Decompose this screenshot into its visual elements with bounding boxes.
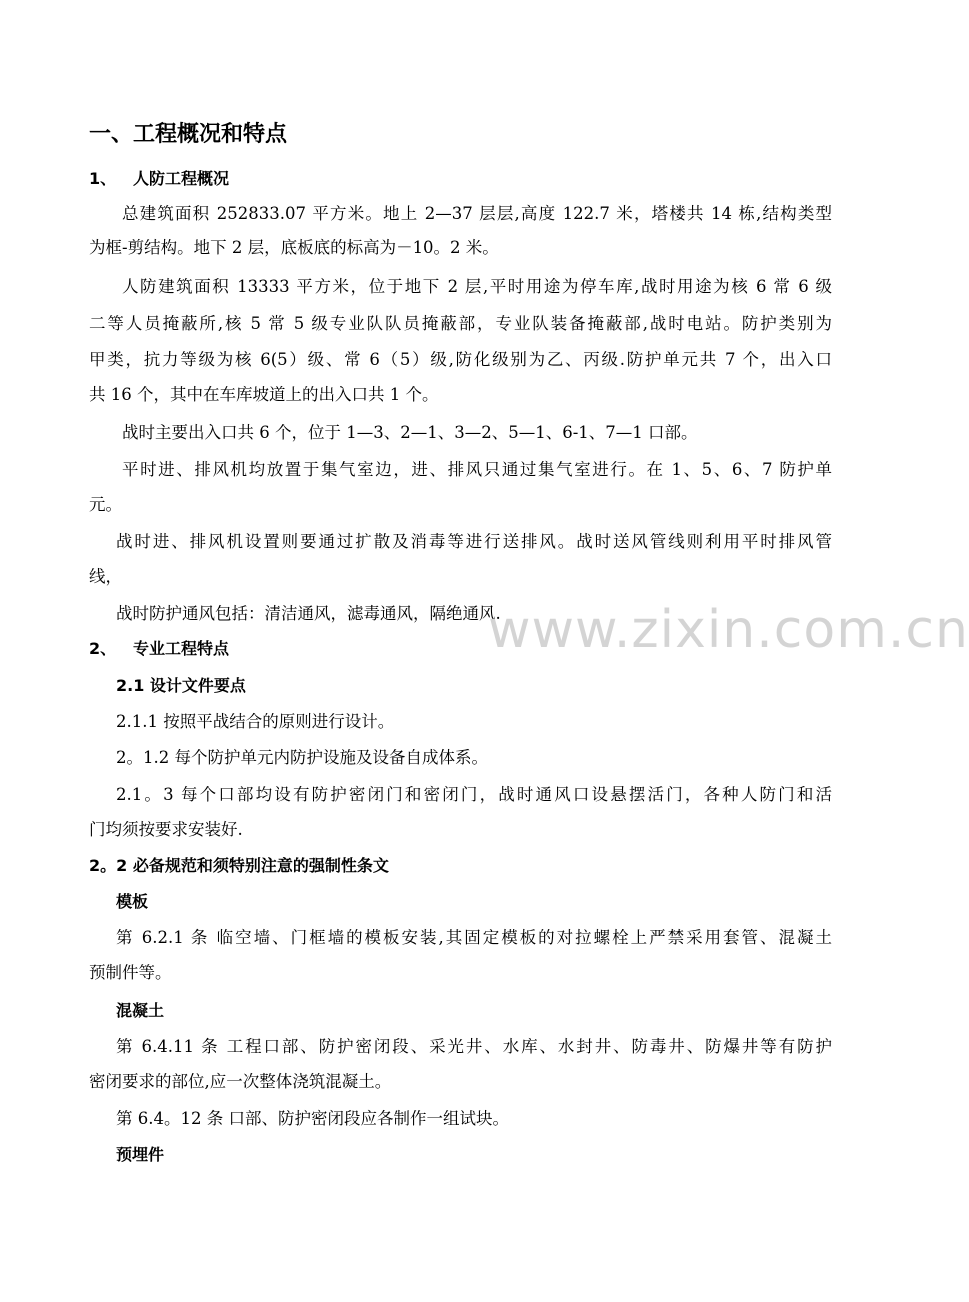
paragraph-4-line-2: 元。 (89, 495, 122, 514)
document-title: 一、工程概况和特点 (89, 122, 288, 147)
item-2-1-3-line-1: 2.1。3 每个口部均设有防护密闭门和密闭门，战时通风口设悬摆活门，各种人防门和活 (116, 785, 832, 804)
paragraph-2-line-4: 共 16 个，其中在车库坡道上的出入口共 1 个。 (89, 385, 439, 404)
concrete-heading: 混凝土 (116, 1001, 165, 1020)
item-2-1-2: 2。1.2 每个防护单元内防护设施及设备自成体系。 (116, 748, 488, 767)
formwork-heading: 模板 (116, 892, 149, 911)
paragraph-5-line-2: 线， (89, 567, 122, 586)
subsection-2-2-heading: 2。2 必备规范和须特别注意的强制性条文 (89, 856, 389, 875)
concrete-clause-2: 第 6.4。12 条 口部、防护密闭段应各制作一组试块。 (116, 1109, 509, 1128)
paragraph-3: 战时主要出入口共 6 个，位于 1—3、2—1、3—2、5—1、6-1、7—1 口部。 (122, 423, 698, 442)
paragraph-2-line-3: 甲类，抗力等级为核 6(5）级、常 6（5）级,防化级别为乙、丙级.防护单元共 7 个，出入口 (89, 350, 832, 369)
section-1-number: 1、 (89, 169, 117, 188)
paragraph-2-line-2: 二等人员掩蔽所,核 5 常 5 级专业队队员掩蔽部，专业队装备掩蔽部,战时电站。防护类别为 (89, 314, 832, 333)
section-2-title: 专业工程特点 (133, 639, 230, 658)
paragraph-2-line-1: 人防建筑面积 13333 平方米，位于地下 2 层,平时用途为停车库,战时用途为核 6 常 6 级 (122, 277, 832, 296)
section-1-heading (89, 168, 229, 190)
formwork-clause-line-1: 第 6.2.1 条 临空墙、门框墙的模板安装,其固定模板的对拉螺栓上严禁采用套管、混凝土 (116, 928, 832, 947)
paragraph-4-line-1: 平时进、排风机均放置于集气室边，进、排风只通过集气室进行。在 1、5、6、7 防护单 (122, 460, 832, 479)
paragraph-1-line-2: 为框-剪结构。地下 2 层，底板底的标高为－10。2 米。 (89, 238, 499, 257)
paragraph-5-line-1: 战时进、排风机设置则要通过扩散及消毒等进行送排风。战时送风管线则利用平时排风管 (116, 532, 832, 551)
item-2-1-1: 2.1.1 按照平战结合的原则进行设计。 (116, 712, 395, 731)
paragraph-6: 战时防护通风包括：清洁通风，滤毒通风，隔绝通风. (116, 604, 501, 623)
watermark: www.zixin.com.cn (488, 600, 969, 660)
concrete-clause-1-line-1: 第 6.4.11 条 工程口部、防护密闭段、采光井、水库、水封井、防毒井、防爆井等有防护 (116, 1037, 832, 1056)
paragraph-1-line-1: 总建筑面积 252833.07 平方米。地上 2—37 层层,高度 122.7 米，塔楼共 14 栋,结构类型 (122, 204, 832, 223)
section-2-heading (89, 638, 229, 660)
section-1-title: 人防工程概况 (133, 169, 230, 188)
embedded-parts-heading: 预埋件 (116, 1145, 165, 1164)
subsection-2-1-heading: 2.1 设计文件要点 (116, 676, 246, 695)
section-2-number: 2、 (89, 639, 117, 658)
formwork-clause-line-2: 预制件等。 (89, 963, 172, 982)
item-2-1-3-line-2: 门均须按要求安装好. (89, 820, 243, 839)
concrete-clause-1-line-2: 密闭要求的部位,应一次整体浇筑混凝土。 (89, 1072, 392, 1091)
